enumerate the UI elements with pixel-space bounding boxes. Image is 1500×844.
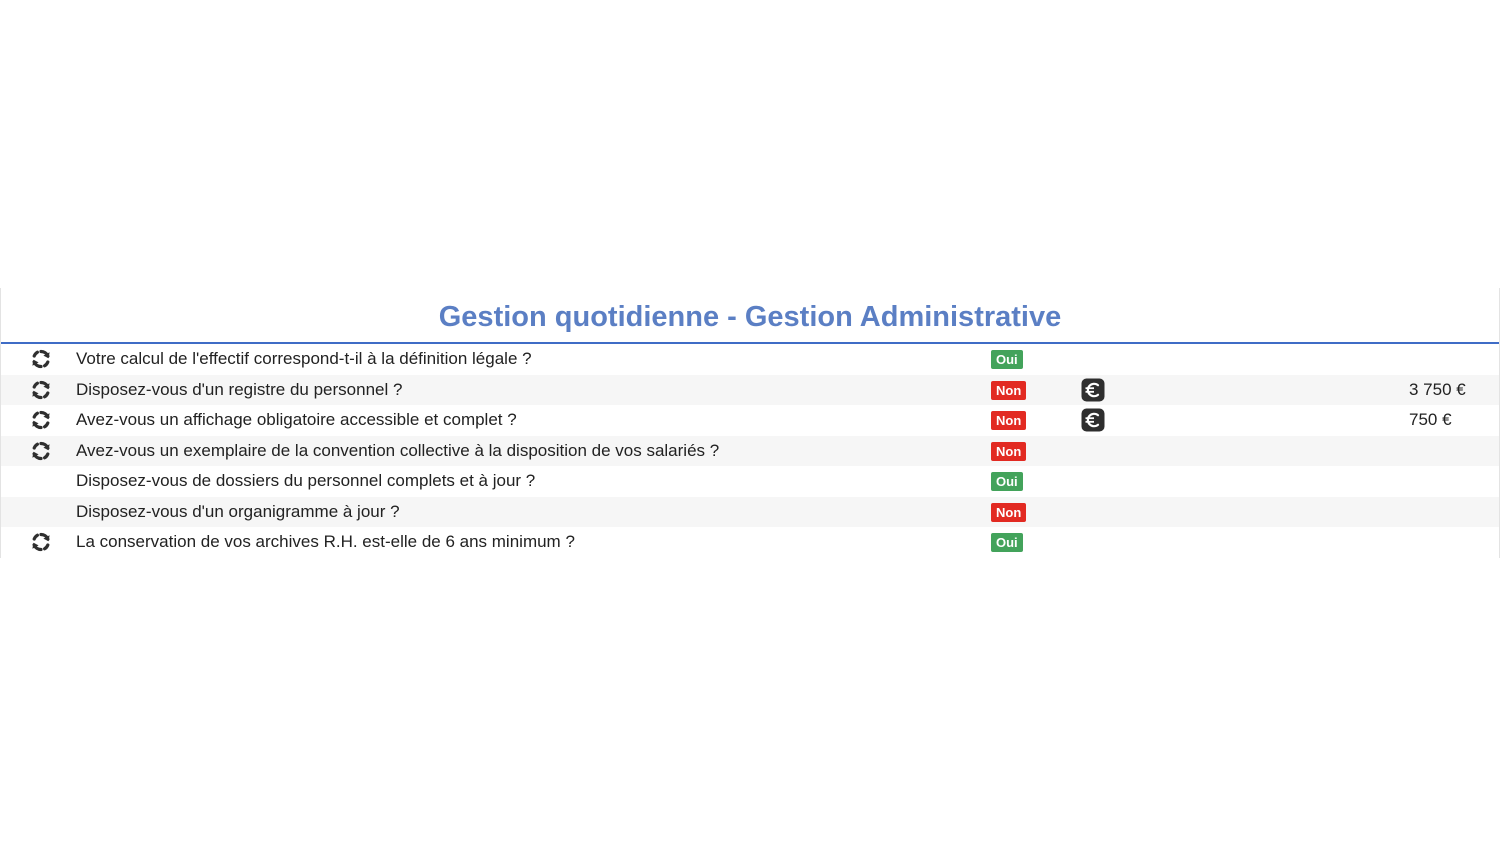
- answer-badge-no[interactable]: Non: [991, 411, 1026, 430]
- euro-icon[interactable]: [1081, 378, 1105, 402]
- question-text: Disposez-vous d'un registre du personnel ?: [76, 379, 403, 399]
- refresh-icon[interactable]: [31, 410, 51, 430]
- question-row: [1, 497, 1499, 528]
- answer-badge-yes[interactable]: Oui: [991, 472, 1023, 491]
- answer-badge-yes[interactable]: Oui: [991, 533, 1023, 552]
- section-title: Gestion quotidienne - Gestion Administrative: [438, 301, 1062, 333]
- answer-badge-yes[interactable]: Oui: [991, 350, 1023, 369]
- question-text: La conservation de vos archives R.H. est-elle de 6 ans minimum ?: [76, 532, 575, 551]
- penalty-amount: 3 750 €: [1409, 379, 1466, 399]
- question-row: [1, 436, 1499, 467]
- question-list: [1, 344, 1499, 558]
- euro-icon[interactable]: [1081, 408, 1105, 432]
- refresh-icon[interactable]: [31, 532, 51, 552]
- question-text: Votre calcul de l'effectif correspond-t-il à la définition légale ?: [76, 349, 532, 368]
- question-text: Disposez-vous d'un organigramme à jour ?: [76, 501, 400, 521]
- question-row: [1, 466, 1499, 497]
- question-row: [1, 527, 1499, 558]
- refresh-icon[interactable]: [31, 380, 51, 400]
- refresh-icon[interactable]: [31, 349, 51, 369]
- questionnaire-panel: [0, 288, 1500, 558]
- question-text: Avez-vous un exemplaire de la convention collective à la disposition de vos salariés ?: [76, 440, 720, 460]
- question-row: [1, 375, 1499, 406]
- question-text: Disposez-vous de dossiers du personnel complets et à jour ?: [76, 471, 536, 490]
- answer-badge-no[interactable]: Non: [991, 381, 1026, 400]
- refresh-icon[interactable]: [31, 441, 51, 461]
- answer-badge-no[interactable]: Non: [991, 503, 1026, 522]
- question-row: [1, 405, 1499, 436]
- answer-badge-no[interactable]: Non: [991, 442, 1026, 461]
- question-row: [1, 344, 1499, 375]
- penalty-amount: 750 €: [1409, 410, 1452, 429]
- question-text: Avez-vous un affichage obligatoire accessible et complet ?: [76, 410, 517, 429]
